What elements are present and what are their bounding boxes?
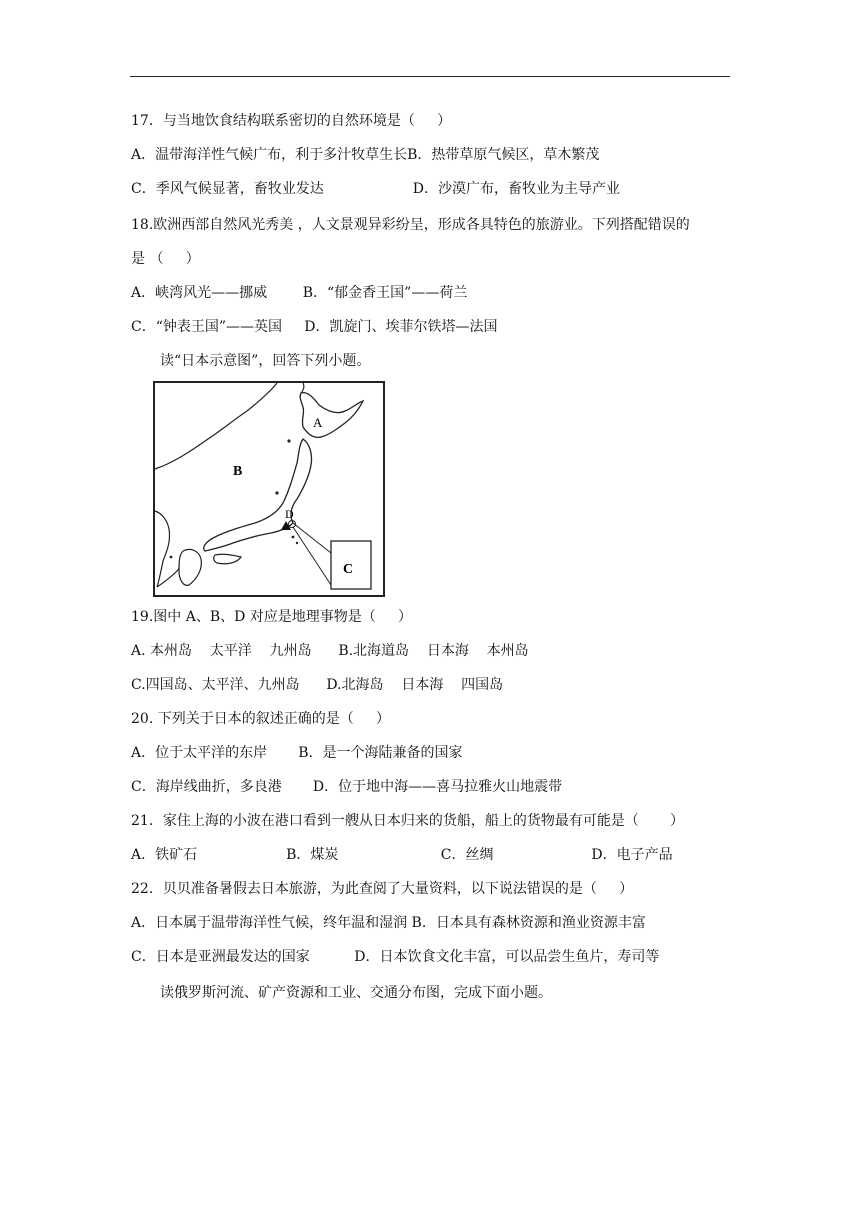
map-label-d: D: [285, 507, 294, 521]
header-rule: [130, 76, 730, 77]
question-18-line1: 18.欧洲西部自然风光秀美 ，人文景观异彩纷呈，形成各具特色的旅游业。下列搭配错误的: [131, 217, 690, 233]
question-22: 22．贝贝准备暑假去日本旅游，为此查阅了大量资料，以下说法错误的是（ ）: [131, 881, 634, 897]
question-17-options-ab: A．温带海洋性气候广布，利于多汁牧草生长B．热带草原气候区，草木繁茂: [131, 147, 600, 163]
map-label-a: A: [313, 415, 323, 430]
map-label-b: B: [233, 464, 243, 479]
question-20-options-cd: C．海岸线曲折，多良港 D．位于地中海——喜马拉雅火山地震带: [131, 779, 563, 795]
question-17-options-cd: C．季风气候显著，畜牧业发达 D．沙漠广布，畜牧业为主导产业: [131, 181, 620, 197]
question-21-options: A．铁矿石 B．煤炭 C．丝绸 D．电子产品: [131, 847, 673, 863]
question-21: 21．家住上海的小波在港口看到一艘从日本归来的货船，船上的货物最有可能是（ ）: [131, 813, 684, 829]
question-17: 17．与当地饮食结构联系密切的自然环境是（ ）: [131, 113, 452, 129]
question-22-options-cd: C．日本是亚洲最发达的国家 D．日本饮食文化丰富，可以品尝生鱼片，寿司等: [131, 949, 660, 965]
question-22-options-ab: A．日本属于温带海洋性气候，终年温和湿润 B．日本具有森林资源和渔业资源丰富: [131, 915, 646, 931]
map-label-c: C: [343, 562, 354, 577]
question-18-options-cd: C．“钟表王国”——英国 D．凯旋门、埃菲尔铁塔—法国: [131, 319, 498, 335]
question-20: 20. 下列关于日本的叙述正确的是（ ）: [131, 711, 390, 727]
reading-prompt-russia: 读俄罗斯河流、矿产资源和工业、交通分布图，完成下面小题。: [160, 985, 552, 1001]
question-20-options-ab: A．位于太平洋的东岸 B．是一个海陆兼备的国家: [131, 745, 463, 761]
question-18-line2: 是 （ ）: [131, 251, 200, 267]
japan-sketch-map: [153, 381, 385, 597]
question-18-options-ab: A．峡湾风光——挪威 B．“郁金香王国”——荷兰: [131, 285, 468, 301]
question-19: 19.图中 A、B、D 对应是地理事物是（ ）: [131, 609, 413, 625]
reading-prompt-japan: 读“日本示意图”，回答下列小题。: [160, 353, 371, 369]
question-19-options-ab: A. 本州岛 太平洋 九州岛 B.北海道岛 日本海 本州岛: [131, 643, 529, 659]
question-19-options-cd: C.四国岛、太平洋、九州岛 D.北海岛 日本海 四国岛: [131, 677, 504, 693]
